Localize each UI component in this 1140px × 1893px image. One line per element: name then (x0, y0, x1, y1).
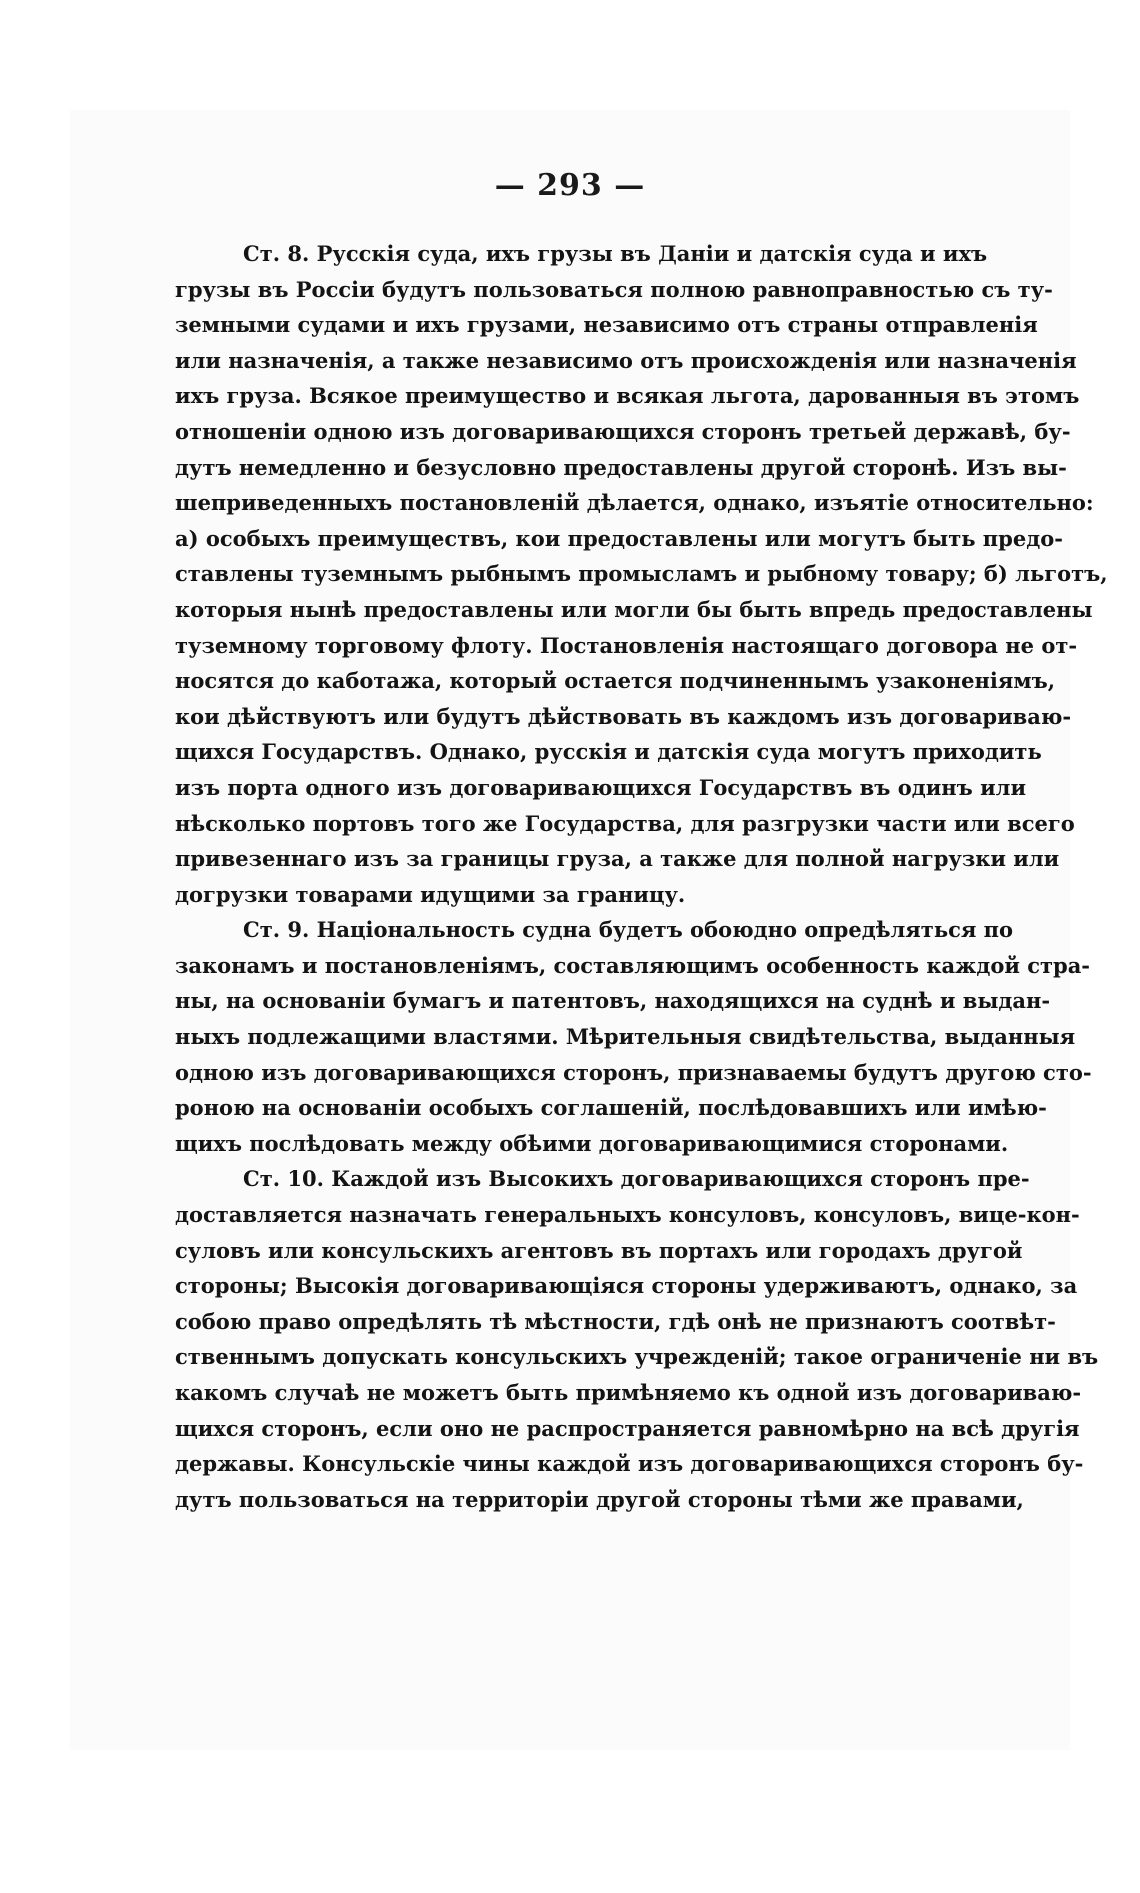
text-line: щихъ послѣдовать между обѣими договаривающимися сторонами. (175, 1130, 1009, 1156)
text-line: догрузки товарами идущими за границу. (175, 881, 686, 907)
text-line: кои дѣйствуютъ или будутъ дѣйствовать въ каждомъ изъ договариваю- (175, 703, 1072, 729)
text-line: нѣсколько портовъ того же Государства, для разгрузки части или всего (175, 810, 1075, 836)
text-line: дутъ пользоваться на территоріи другой стороны тѣми же правами, (175, 1486, 1024, 1512)
text-line: Ст. 10. Каждой изъ Высокихъ договаривающихся сторонъ пре- (243, 1166, 1030, 1192)
text-line: а) особыхъ преимуществъ, кои предоставлены или могутъ быть предо- (175, 525, 1063, 551)
text-line: изъ порта одного изъ договаривающихся Государствъ въ одинъ или (175, 774, 1027, 800)
text-line: ны, на основаніи бумагъ и патентовъ, находящихся на суднѣ и выдан- (175, 988, 1051, 1014)
text-line: отношеніи одною изъ договаривающихся сторонъ третьей державѣ, бу- (175, 418, 1071, 444)
text-line: доставляется назначать генеральныхъ консуловъ, консуловъ, вице-кон- (175, 1202, 1080, 1228)
text-line: привезеннаго изъ за границы груза, а также для полной нагрузки или (175, 846, 1060, 872)
text-line: носятся до каботажа, который остается подчиненнымъ узаконеніямъ, (175, 668, 1056, 694)
text-line: роною на основаніи особыхъ соглашеній, послѣдовавшихъ или имѣю- (175, 1095, 1047, 1121)
text-line: стороны; Высокія договаривающіяся стороны удерживаютъ, однако, за (175, 1273, 1078, 1299)
text-line: державы. Консульскіе чины каждой изъ договаривающихся сторонъ бу- (175, 1451, 1084, 1477)
text-line: суловъ или консульскихъ агентовъ въ портахъ или городахъ другой (175, 1237, 1023, 1263)
text-line: шеприведенныхъ постановленій дѣлается, однако, изъятіе относительно: (175, 490, 1094, 516)
text-line: дутъ немедленно и безусловно предоставлены другой сторонѣ. Изъ вы- (175, 454, 1067, 480)
text-line: ныхъ подлежащими властями. Мѣрительныя свидѣтельства, выданныя (175, 1024, 1076, 1050)
text-line: одною изъ договаривающихся сторонъ, признаваемы будутъ другою сто- (175, 1059, 1092, 1085)
text-line: ственнымъ допускать консульскихъ учрежденій; такое ограниченіе ни въ (175, 1344, 1099, 1370)
text-line: какомъ случаѣ не можетъ быть примѣняемо къ одной изъ договариваю- (175, 1380, 1082, 1405)
text-line: туземному торговому флоту. Постановленія настоящаго договора не от- (175, 632, 1078, 658)
text-line: ставлены туземнымъ рыбнымъ промысламъ и рыбному товару; б) льготъ, (175, 561, 1108, 587)
text-line: Ст. 8. Русскія суда, ихъ грузы въ Даніи и датскія суда и ихъ (243, 241, 988, 266)
text-line: ихъ груза. Всякое преимущество и всякая льгота, дарованныя въ этомъ (175, 383, 1080, 409)
text-line: собою право опредѣлять тѣ мѣстности, гдѣ онѣ не признаютъ соотвѣт- (175, 1308, 1056, 1334)
text-line: законамъ и постановленіямъ, составляющимъ особенность каждой стра- (175, 952, 1091, 978)
text-line: Ст. 9. Національность судна будетъ обоюдно опредѣляться по (243, 917, 1014, 943)
text-line: щихся Государствъ. Однако, русскія и датскія суда могутъ приходить (175, 739, 1042, 765)
text-line: которыя нынѣ предоставлены или могли бы быть впредь предоставлены (175, 596, 1093, 622)
text-line: грузы въ Россіи будутъ пользоваться полною равноправностью съ ту- (175, 276, 1053, 302)
page-number: — 293 — (494, 168, 646, 203)
text-line: щихся сторонъ, если оно не распространяется равномѣрно на всѣ другія (175, 1415, 1080, 1441)
text-line: или назначенія, а также независимо отъ происхожденія или назначенія (175, 347, 1077, 373)
body-text (175, 236, 1108, 1517)
text-line: земными судами и ихъ грузами, независимо отъ страны отправленія (175, 312, 1038, 338)
